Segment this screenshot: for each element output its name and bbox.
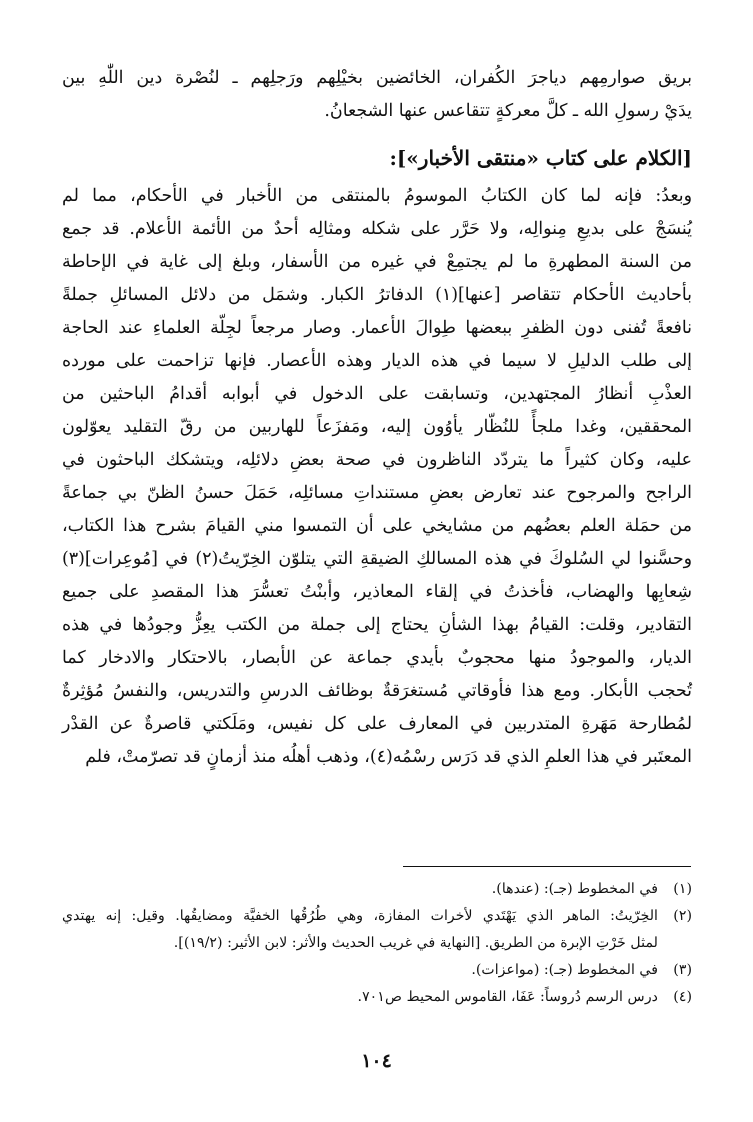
text-line: التقادير، وقلت: القيامُ بهذا الشأنِ يحتاج إلى جملة من الكتب يعِزُّ وجودُها في هذه [62,615,692,635]
footnote-text: الخِرّيتُ: الماهر الذي يَهْتَدي لأخرات المفازة، وهي طُرُقُها الخفيَّة ومضايقُها. وقيل: إنه يهتدي [62,908,658,924]
text-line: تُحجب الأبكار. ومع هذا فأوقاتي مُستغرَقةٌ بوظائف الدرسِ والتدريس، والنفسُ مُؤثِرةٌ [62,681,692,701]
text-line: من السنة المطهرةِ ما لم يجتمِعْ في غيره من الأسفار، وبلغ إلى غاية في الإحاطة [62,252,692,272]
body-paragraph [62,180,692,774]
text-line: وحسَّنوا لي السُلوكَ في هذه المسالكِ الضيقةِ التي يتلوّن الخِرّيتُ(٢) في [مُوعِرات](٣) [62,549,692,569]
text-line: الراجح والمرجوح عند تعارض بعضِ مستنداتِ مسائلِه، حَمَلَ حسنُ الظنّ بي جماعةً [62,483,692,503]
text-line: شِعابِها والهضاب، فأخذتُ في إلقاء المعاذير، وأبنْتُ تعسُّرَ هذا المقصدِ على جميع [62,582,692,602]
text-line: الديار، والموجودُ منها محجوبٌ بأيدي جماعة عن الأبصار، بالاحتكار والادخار كما [62,648,692,668]
footnote-number: (٢) [673,908,692,924]
text-line: يدَيْ رسولِ الله ـ كلَّ معركةٍ تتقاعس عنها الشجعانُ. [324,101,692,121]
footnote-number: (٣) [673,962,692,978]
footnote-line [62,903,692,930]
section-heading: [الكلام على كتاب «منتقى الأخبار»]: [389,146,692,170]
text-line: بأحاديث الأحكام تتقاصر [عنها](١) الدفاترُ الكبار. وشمَل من دلائل المسائلِ جملةً [62,285,693,305]
footnote-text: لمثل خَرْتِ الإبرة من الطريق. [النهاية في غريب الحديث والأثر: لابن الأثير: (١٩/٢)]. [173,935,658,951]
footnote-number: (١) [673,881,692,897]
footnote-text: في المخطوط (جـ): (مواعزات). [471,962,658,978]
text-line: العذْبِ أنظارُ المجتهدين، وتسابقت على الدخول في أبوابه أقدامُ الباحثين من [62,384,692,404]
footnote-text: درس الرسم دُروساً: عَفَا، القاموس المحيط ص٧٠١. [357,989,658,1005]
footnote-number: (٤) [673,989,692,1005]
text-line: المعتَبر في هذا العلمِ الذي قد دَرَس رسْمُه(٤)، وذهب أهلُه منذ أزمانٍ قد تصرّمتْ، فلم [85,747,692,767]
text-line: المحققين، وغدا ملجأً للنُظّار يأوُون إليه، ومَفزَعاً للهاربين من رقّ التقليد يعوّلون [62,417,692,437]
footnote-line [62,957,692,984]
text-line: نافعةً تُفنى دون الظفرِ ببعضها طِوالَ الأعمار. وصار مرجعاً لجِلّة العلماءِ عند الحاجة [62,318,692,338]
footnote-line [62,930,692,957]
text-line: من حمَلة العلم بعضُهم من مشايخي على أن التمسوا مني القيامَ بشرح هذا الكتاب، [62,516,692,536]
text-line: إلى طلب الدليلِ لا سيما في هذه الديار وهذه الأعصار. فإنها تزاحمت على مورده [62,351,692,371]
page-text [62,62,692,774]
intro-paragraph [62,62,692,128]
text-line: عليه، وكان كثيراً ما يتردّد الناظرون في صحة بعضِ دلائلِه، ويتشكك الباحثون في [62,450,692,470]
text-line: بريق صوارمِهم دياجرَ الكُفران، الخائضين بخيْلِهم ورَجلِهم ـ لنُصْرة دين اللّٰهِ بين [62,68,692,88]
text-line: وبعدُ: فإنه لما كان الكتابُ الموسومُ بالمنتقى من الأخبار في الأحكام، مما لم [62,186,692,206]
footnote-line [62,876,692,903]
footnotes [62,876,692,1011]
text-line: لمُطارحة مَهَرةِ المتدربين في المعارف على كل نفيس، ومَلَكتي قاصرةٌ عن القدْر [62,714,692,734]
footnote-separator [403,866,691,867]
page-number: ١٠٤ [361,1050,392,1072]
footnote-text: في المخطوط (جـ): (عندها). [491,881,658,897]
text-line: يُنسَجْ على بديعِ مِنوالِه، ولا حَرَّر على شكله ومثالِه أحدٌ من الأئمة الأعلام. قد جمع [62,219,692,239]
footnote-line [62,984,692,1011]
